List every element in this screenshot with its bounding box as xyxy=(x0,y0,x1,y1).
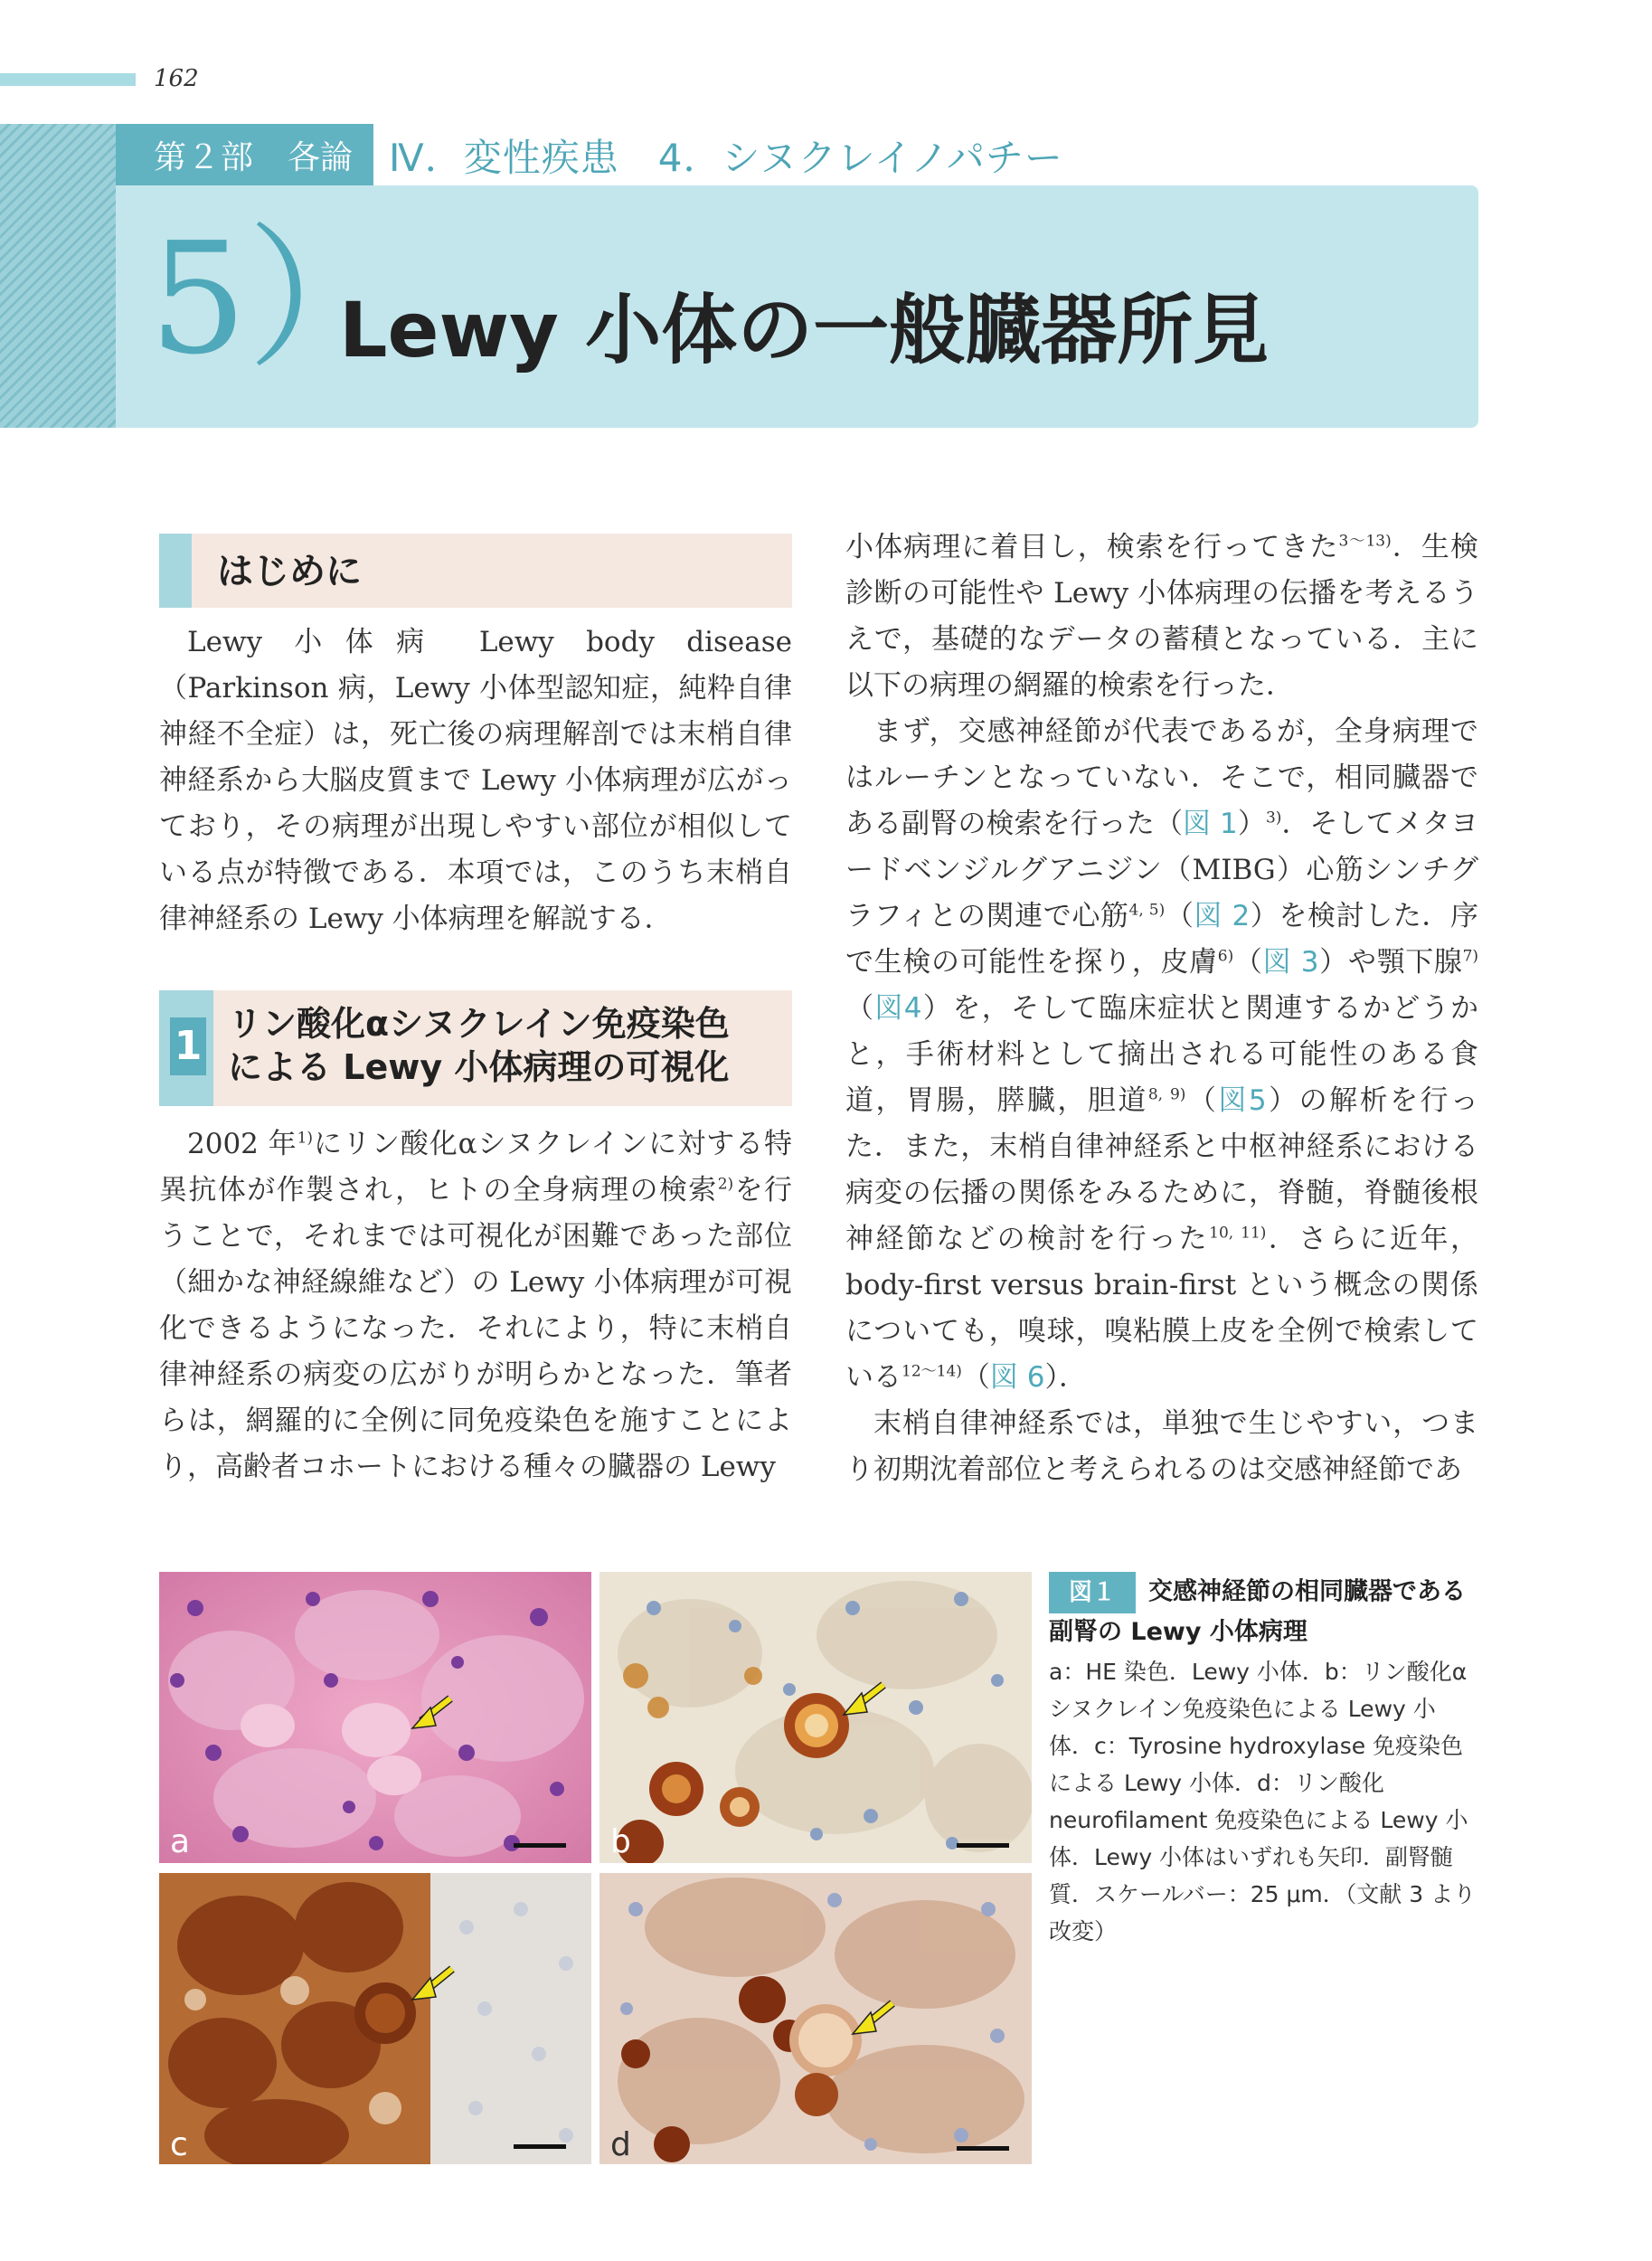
text-run: まず，交感神経節が代表であるが，全身病理ではルーチンとなっていない．そこで，相同臓器である副腎の検索を行った（ xyxy=(845,715,1478,840)
panel-label-c: c xyxy=(170,2126,188,2163)
micrograph-tyrosine-hydroxylase-stain xyxy=(159,1873,591,2164)
figure-caption-text: a：HE 染色．Lewy 小体．b：リン酸化αシヌクレイン免疫染色による Lewy 小体．c：Tyrosine hydroxylase 免疫染色による Lewy 小体．d：リン酸化 neurofilament 免疫染色による Lewy 小体．Lewy 小体はいずれも矢印．副腎髄質．スケールバー：25 μm．（文献 3 より改変） xyxy=(1049,1659,1477,1944)
page-number: 162 xyxy=(154,65,199,92)
text-run: を検討した．序で生検の可能性を探り，皮膚 xyxy=(845,900,1479,979)
figure-ref-3[interactable]: 図 3 xyxy=(1262,946,1319,979)
text-run: ．生検診断の可能性や Lewy 小体病理の伝播を考えるうえで，基礎的なデータの蓄積となっている．主に以下の病理の網羅的検索を行った． xyxy=(845,531,1479,702)
micrograph-neurofilament-stain xyxy=(599,1873,1032,2164)
section1-paragraph xyxy=(159,1121,792,1490)
part-label: 第２部 xyxy=(154,139,255,176)
part-sub-label: 各論 xyxy=(288,139,354,176)
figure-caption-title xyxy=(1049,1572,1478,1651)
section-number: 5） xyxy=(149,210,401,389)
page-title: Lewy 小体の一般臓器所見 xyxy=(339,286,1270,374)
section1-heading xyxy=(228,1002,779,1089)
intro-body xyxy=(159,620,792,942)
right-column-body xyxy=(845,525,1478,1493)
figure-ref-5[interactable]: 図5 xyxy=(1218,1084,1267,1117)
figure-tag: 図１ xyxy=(1049,1572,1136,1613)
section1-heading-line2: による Lewy 小体病理の可視化 xyxy=(228,1047,730,1087)
text-run: にリン酸化αシヌクレインに対する特異抗体が作製され，ヒトの全身病理の検索 xyxy=(159,1128,792,1206)
citation: 1) xyxy=(297,1129,314,1148)
text-run: ．さらに近年，body-first versus brain-first という概念の関係についても，嗅球，嗅粘膜上皮を全例で検索している xyxy=(845,1223,1478,1394)
panel-label-d: d xyxy=(610,2126,631,2163)
figure-ref-1[interactable]: 図 1 xyxy=(1183,808,1238,840)
figure-ref-2[interactable]: 図 2 xyxy=(1194,900,1251,932)
header-stripe-decoration xyxy=(0,124,116,428)
figure-ref-6[interactable]: 図 6 xyxy=(989,1361,1045,1394)
intro-paragraph: Lewy 小体病 Lewy body disease（Parkinson 病，Lewy 小体型認知症，純粋自律神経不全症）は，死亡後の病理解剖では末梢自律神経系から大脳皮質まで Lewy 小体病理が広がっており，その病理が出現しやすい部位が相似している点が特徴である．本項では，このうち末梢自律神経系の Lewy 小体病理を解説する． xyxy=(159,626,792,935)
citation: 6) xyxy=(1217,947,1234,966)
figure-title-text: 交感神経節の相同臓器である副腎の Lewy 小体病理 xyxy=(1049,1577,1467,1646)
figure-panel-a xyxy=(159,1572,591,1863)
citation: 3〜13) xyxy=(1338,532,1392,551)
text-run: を行うことで，それまでは可視化が困難であった部位（細かな神経線維など）の Lewy 小体病理が可視化できるようになった．それにより，特に末梢自律神経系の病変の広がりが明らかとなった．筆者らは，網羅的に全例に同免疫染色を施すことにより，高齢者コホートにおける種々の臓器の Lewy xyxy=(159,1174,792,1483)
citation: 2) xyxy=(717,1175,734,1194)
section1-number-badge: 1 xyxy=(170,1017,206,1075)
right-paragraph-1 xyxy=(845,525,1478,709)
citation: 10, 11) xyxy=(1209,1224,1267,1243)
citation: 3) xyxy=(1265,809,1282,828)
text-run: を，そして臨床症状と関連するかどうかと，手術材料として摘出される可能性のある食道，胃腸，膵臓，胆道 xyxy=(845,992,1479,1117)
text-run: や顎下腺 xyxy=(1347,946,1463,979)
chapter-path: Ⅳ．変性疾患 4．シヌクレイノパチー xyxy=(389,136,1063,180)
citation: 8, 9) xyxy=(1147,1085,1186,1104)
text-run: 小体病理に着目し，検索を行ってきた xyxy=(845,531,1339,563)
figure-panel-d xyxy=(599,1873,1032,2164)
figure-panel-c xyxy=(159,1873,591,2164)
right-paragraph-2: まず，交感神経節が代表であるが，全身病理ではルーチンとなっていない．そこで，相同臓器である副腎の検索を行った（図 1）$^{3)}$．そしてメタヨードベンジルグアニジン（MIBG）心筋シンチグラフィとの関連で心筋$^{4, 5)}$（図 2）を検討した．序で生検の可能性を探り，皮膚$^{6)}$（図 3）や顎下腺$^{7)}$（図4）を，そして臨床症状と関連するかどうかと，手術材料として摘出される可能性のある食道，胃腸，膵臓，胆道$^{8, 9)}$（図5）の解析を行った．また，末梢自律神経系と中枢神経系における病変の伝播の関係をみるために，脊髄，脊髄後根神経節などの検討を行った$^{10, 11)}$．さらに近年，body-first versus brain-first という概念の関係についても，嗅球，嗅粘膜上皮を全例で検索している$^{12〜14)}$（図 6）． xyxy=(845,715,1479,1394)
micrograph-alpha-synuclein-stain xyxy=(599,1572,1032,1863)
figure-ref-4[interactable]: 図4 xyxy=(874,992,922,1025)
figure-panel-b xyxy=(599,1572,1032,1863)
citation: 4, 5) xyxy=(1128,901,1166,920)
text-run: ．そしてメタヨードベンジルグアニジン（MIBG）心筋シンチグラフィとの関連で心筋 xyxy=(845,808,1479,932)
micrograph-he-stain xyxy=(159,1572,591,1863)
right-paragraph-3: 末梢自律神経系では，単独で生じやすい，つまり初期沈着部位と考えられるのは交感神経節であ xyxy=(845,1407,1478,1486)
citation: 7) xyxy=(1462,947,1479,966)
panel-label-a: a xyxy=(170,1823,191,1860)
section1-heading-line1: リン酸化αシヌクレイン免疫染色 xyxy=(228,1004,730,1044)
section1-body xyxy=(159,1121,792,1490)
text-run: 2002 年 xyxy=(187,1128,297,1160)
intro-heading-marker xyxy=(159,534,192,608)
panel-label-b: b xyxy=(610,1823,631,1860)
text-run: の解析を行った．また，末梢自律神経系と中枢神経系における病変の伝播の関係をみるために，脊髄，脊髄後根神経節などの検討を行った xyxy=(845,1084,1479,1255)
intro-heading: はじめに xyxy=(217,551,362,592)
citation: 12〜14) xyxy=(902,1362,962,1381)
page-number-bar xyxy=(0,73,136,86)
figure-caption xyxy=(1049,1572,1478,1950)
